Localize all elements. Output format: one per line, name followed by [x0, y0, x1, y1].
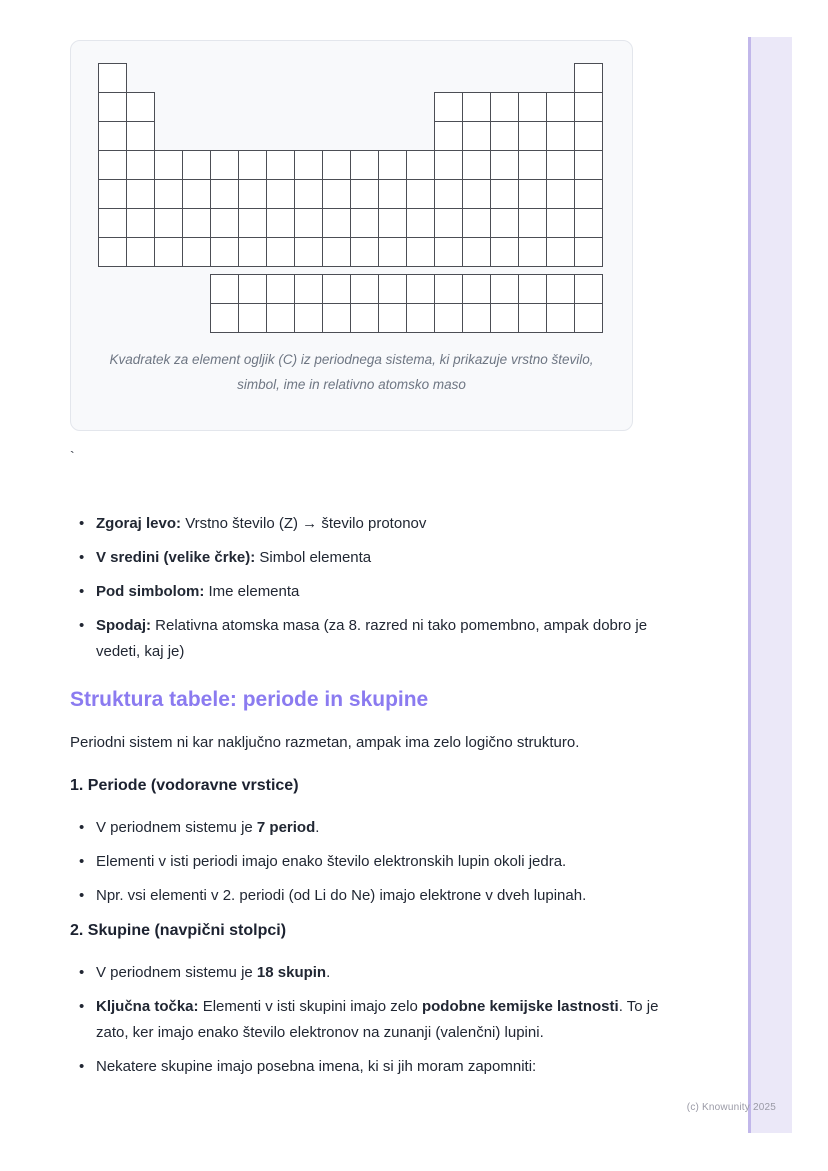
ptable-cell: [182, 208, 211, 238]
ptable-cell: [350, 208, 379, 238]
ptable-cell: [350, 303, 379, 333]
ptable-cell: [462, 121, 491, 151]
ptable-cell: [574, 303, 603, 333]
groups-list: [70, 960, 682, 1080]
list-item: • V sredini (velike črke): Simbol elementa: [70, 545, 682, 571]
ptable-cell: [406, 237, 435, 267]
ptable-cell: [462, 274, 491, 304]
ptable-cell: [126, 208, 155, 238]
ptable-cell: [378, 208, 407, 238]
copyright-footer: (c) Knowunity 2025: [686, 1102, 776, 1113]
ptable-cell: [238, 303, 267, 333]
subsection-heading-groups: 2. Skupine (navpični stolpci): [70, 922, 287, 939]
ptable-cell: [574, 150, 603, 180]
ptable-cell: [434, 274, 463, 304]
ptable-cell: [350, 237, 379, 267]
ptable-cell: [490, 208, 519, 238]
list-item: • Zgoraj levo: Vrstno število (Z) → število protonov: [70, 511, 682, 537]
ptable-cell: [434, 208, 463, 238]
ptable-cell: [350, 274, 379, 304]
ptable-cell: [406, 179, 435, 209]
ptable-cell: [294, 208, 323, 238]
intro-paragraph: Periodni sistem ni kar naključno razmetan, ampak ima zelo logično strukturo.: [70, 734, 580, 751]
ptable-cell: [546, 179, 575, 209]
list-item: • V periodnem sistemu je 18 skupin.: [70, 960, 682, 986]
ptable-cell: [210, 150, 239, 180]
page-edge-bar: [748, 37, 792, 1133]
ptable-cell: [266, 274, 295, 304]
ptable-cell: [574, 179, 603, 209]
ptable-cell: [462, 237, 491, 267]
ptable-cell: [546, 121, 575, 151]
list-item: • Npr. vsi elementi v 2. periodi (od Li do Ne) imajo elektrone v dveh lupinah.: [70, 883, 682, 909]
ptable-cell: [182, 179, 211, 209]
ptable-cell: [462, 208, 491, 238]
ptable-cell: [546, 303, 575, 333]
ptable-cell: [154, 150, 183, 180]
ptable-cell: [238, 237, 267, 267]
ptable-cell: [490, 92, 519, 122]
ptable-cell: [266, 150, 295, 180]
ptable-cell: [518, 121, 547, 151]
ptable-cell: [210, 237, 239, 267]
ptable-cell: [210, 179, 239, 209]
periodic-table-grid: [98, 63, 604, 333]
ptable-cell: [322, 179, 351, 209]
ptable-cell: [378, 303, 407, 333]
section-heading: Struktura tabele: periode in skupine: [70, 688, 429, 711]
ptable-cell: [98, 208, 127, 238]
ptable-cell: [266, 303, 295, 333]
ptable-cell: [238, 208, 267, 238]
ptable-cell: [378, 237, 407, 267]
figure-caption: [71, 347, 632, 397]
ptable-cell: [518, 150, 547, 180]
ptable-cell: [462, 303, 491, 333]
ptable-cell: [154, 237, 183, 267]
ptable-cell: [434, 92, 463, 122]
ptable-cell: [518, 303, 547, 333]
ptable-cell: [182, 150, 211, 180]
ptable-cell: [294, 303, 323, 333]
ptable-cell: [126, 92, 155, 122]
ptable-cell: [574, 63, 603, 93]
ptable-cell: [350, 179, 379, 209]
ptable-cell: [406, 150, 435, 180]
ptable-cell: [406, 208, 435, 238]
ptable-cell: [462, 150, 491, 180]
ptable-cell: [322, 237, 351, 267]
ptable-cell: [238, 150, 267, 180]
ptable-cell: [546, 208, 575, 238]
ptable-cell: [154, 208, 183, 238]
ptable-cell: [238, 179, 267, 209]
list-item: • V periodnem sistemu je 7 period.: [70, 815, 682, 841]
ptable-cell: [126, 121, 155, 151]
ptable-cell: [462, 92, 491, 122]
ptable-cell: [490, 179, 519, 209]
ptable-cell: [154, 179, 183, 209]
ptable-cell: [350, 150, 379, 180]
ptable-cell: [490, 150, 519, 180]
ptable-cell: [294, 237, 323, 267]
stray-backtick: `: [70, 448, 75, 464]
ptable-cell: [434, 237, 463, 267]
ptable-cell: [294, 179, 323, 209]
ptable-cell: [574, 92, 603, 122]
ptable-cell: [546, 92, 575, 122]
periods-list: [70, 815, 682, 909]
ptable-cell: [434, 303, 463, 333]
ptable-cell: [98, 121, 127, 151]
list-item: • Ključna točka: Elementi v isti skupini imajo zelo podobne kemijske lastnosti. To je zato, ker imajo enako število elektronov na zunanji (valenčni) lupini.: [70, 994, 682, 1046]
list-item: • Pod simbolom: Ime elementa: [70, 579, 682, 605]
ptable-cell: [98, 179, 127, 209]
ptable-cell: [378, 179, 407, 209]
ptable-cell: [266, 179, 295, 209]
ptable-cell: [518, 274, 547, 304]
ptable-cell: [490, 121, 519, 151]
ptable-cell: [574, 121, 603, 151]
element-box-list: [70, 511, 682, 665]
subsection-heading-periods: 1. Periode (vodoravne vrstice): [70, 777, 299, 794]
ptable-cell: [266, 208, 295, 238]
ptable-cell: [434, 179, 463, 209]
ptable-cell: [126, 150, 155, 180]
list-item: • Nekatere skupine imajo posebna imena, ki si jih moram zapomniti:: [70, 1054, 682, 1080]
ptable-cell: [546, 274, 575, 304]
periodic-table-figure: [70, 40, 633, 431]
ptable-cell: [462, 179, 491, 209]
ptable-cell: [210, 303, 239, 333]
ptable-cell: [322, 274, 351, 304]
ptable-cell: [490, 237, 519, 267]
ptable-cell: [518, 237, 547, 267]
ptable-cell: [98, 237, 127, 267]
ptable-cell: [98, 92, 127, 122]
ptable-cell: [266, 237, 295, 267]
list-item: • Elementi v isti periodi imajo enako število elektronskih lupin okoli jedra.: [70, 849, 682, 875]
ptable-cell: [518, 208, 547, 238]
list-item: • Spodaj: Relativna atomska masa (za 8. razred ni tako pomembno, ampak dobro je vedeti, kaj je): [70, 613, 682, 665]
ptable-cell: [126, 179, 155, 209]
ptable-cell: [378, 274, 407, 304]
ptable-cell: [518, 92, 547, 122]
ptable-cell: [210, 274, 239, 304]
ptable-cell: [434, 150, 463, 180]
ptable-cell: [98, 150, 127, 180]
figure-caption-text: Kvadratek za element ogljik (C) iz periodnega sistema, ki prikazuje vrstno število, simbol, ime in relativno atomsko maso: [109, 352, 594, 392]
ptable-cell: [182, 237, 211, 267]
ptable-cell: [490, 303, 519, 333]
ptable-cell: [406, 274, 435, 304]
ptable-cell: [322, 303, 351, 333]
ptable-cell: [574, 237, 603, 267]
ptable-cell: [434, 121, 463, 151]
ptable-cell: [294, 274, 323, 304]
ptable-cell: [126, 237, 155, 267]
ptable-cell: [574, 274, 603, 304]
ptable-cell: [378, 150, 407, 180]
ptable-cell: [294, 150, 323, 180]
ptable-cell: [490, 274, 519, 304]
ptable-cell: [406, 303, 435, 333]
page-content: [70, 448, 682, 1088]
ptable-cell: [546, 150, 575, 180]
ptable-cell: [322, 208, 351, 238]
ptable-cell: [98, 63, 127, 93]
ptable-cell: [574, 208, 603, 238]
ptable-cell: [518, 179, 547, 209]
ptable-cell: [238, 274, 267, 304]
ptable-cell: [322, 150, 351, 180]
ptable-cell: [546, 237, 575, 267]
ptable-cell: [210, 208, 239, 238]
